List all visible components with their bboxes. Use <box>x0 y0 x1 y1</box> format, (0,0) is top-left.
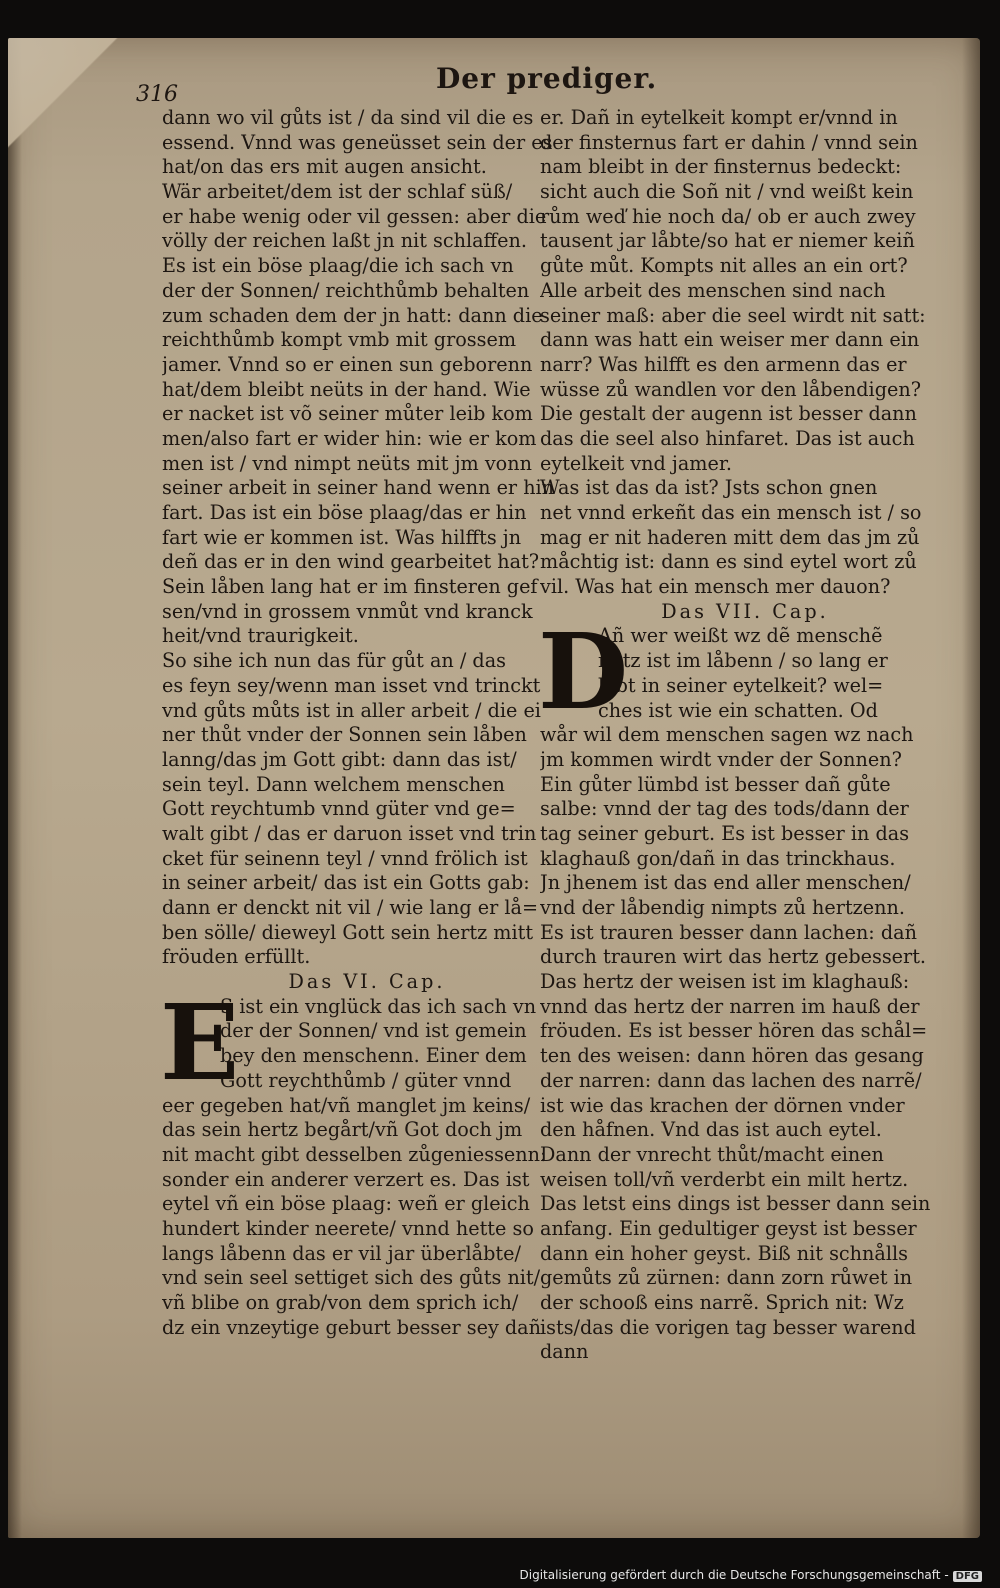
text-line: bey den menschenn. Einer dem <box>220 1044 527 1068</box>
text-line: gemůts zů zürnen: dann zorn růwet in <box>540 1266 913 1290</box>
text-line: seiner maß: aber die seel wirdt nit satt: <box>540 303 926 327</box>
text-line: sonder ein anderer verzert es. Das ist <box>162 1167 530 1191</box>
text-line: ben sölle/ dieweyl Gott sein hertz mitt <box>162 920 534 944</box>
text-line: vñ blibe on grab/von dem sprich ich/ <box>162 1291 519 1314</box>
text-line: eer gegeben hat/vñ manglet jm keins/ <box>162 1093 531 1117</box>
text-line: rům weď hie noch da/ ob er auch zwey <box>540 204 916 228</box>
text-line: walt gibt / das er daruon isset vnd trin <box>162 821 537 845</box>
text-line: Alle arbeit des menschen sind nach <box>540 278 886 302</box>
text-line: sicht auch die Soñ nit / vnd weißt kein <box>540 180 914 204</box>
text-line: vnd der låbendig nimpts zů hertzenn. <box>540 896 905 919</box>
text-line: tag seiner geburt. Es ist besser in das <box>540 821 910 845</box>
text-line: Gott reychthůmb / güter vnnd <box>220 1068 512 1092</box>
text-line: das die seel also hinfaret. Das ist auch <box>540 426 915 450</box>
text-line: dann ein hoher geyst. Biß nit schnålls <box>540 1241 908 1265</box>
text-line: völly der reichen laßt jn nit schlaffen. <box>162 229 527 253</box>
text-line: den håfnen. Vnd das ist auch eytel. <box>540 1118 882 1142</box>
text-line: der schooß eins narrẽ. Sprich nit: Wz <box>540 1291 904 1314</box>
text-line: vil. Was hat ein mensch mer dauon? <box>540 575 891 599</box>
text-line: tausent jar låbte/so hat er niemer keiñ <box>540 229 915 253</box>
text-line: ist wie das krachen der dörnen vnder <box>540 1093 905 1117</box>
text-line: dann was hatt ein weiser mer dann ein <box>540 328 920 352</box>
text-line: durch trauren wirt das hertz gebessert. <box>540 945 926 969</box>
text-line: vnnd das hertz der narren im hauß der <box>540 994 920 1018</box>
text-line: anfang. Ein gedultiger geyst ist besser <box>540 1216 917 1240</box>
right-text-block-a <box>540 106 950 600</box>
text-line: måchtig ist: dann es sind eytel wort zů <box>540 550 917 574</box>
text-line: dann er denckt nit vil / wie lang er lå= <box>162 896 539 919</box>
text-line: Das letst eins dings ist besser dann sein <box>540 1192 931 1216</box>
text-line: hundert kinder neerete/ vnnd hette so <box>162 1216 534 1240</box>
text-line: Jn jhenem ist das end aller menschen/ <box>540 871 911 895</box>
text-line: der narren: dann das lachen des narrẽ/ <box>540 1068 922 1092</box>
text-line: eytel vñ ein böse plaag: weñ er gleich <box>162 1192 530 1216</box>
text-line: hat/dem bleibt neüts in der hand. Wie <box>162 377 531 401</box>
text-line: hat/on das ers mit augen ansicht. <box>162 155 487 179</box>
text-line: seiner arbeit in seiner hand wenn er hin <box>162 476 555 500</box>
text-line: vnd gůts můts ist in aller arbeit / die ei <box>162 698 541 722</box>
right-text-block-b <box>540 723 950 1365</box>
text-line: jm kommen wirdt vnder der Sonnen? <box>540 747 902 771</box>
chapter-heading-vii: Das VII. Cap. <box>661 599 829 623</box>
left-text-block-b <box>162 1094 572 1341</box>
text-line: Die gestalt der augenn ist besser dann <box>540 402 917 426</box>
text-line: Gott reychtumb vnnd güter vnd ge= <box>162 797 516 821</box>
text-line: wår wil dem menschen sagen wz nach <box>540 723 914 747</box>
text-line: deñ das er in den wind gearbeitet hat? <box>162 550 540 574</box>
chapter-heading-vi: Das VI. Cap. <box>288 970 446 994</box>
running-head: Der prediger. <box>436 62 658 95</box>
text-line: klaghauß gon/dañ in das trinckhaus. <box>540 846 896 870</box>
dfg-logo-icon: DFG <box>953 1571 982 1582</box>
text-line: men ist / vnd nimpt neüts mit jm vonn <box>162 451 532 475</box>
text-line: er habe wenig oder vil gessen: aber die <box>162 204 547 228</box>
text-line: nütz ist im låbenn / so lang er <box>598 649 888 673</box>
drop-cap-e: E <box>160 980 240 1104</box>
credit-text: Digitalisierung gefördert durch die Deutsche Forschungsgemeinschaft - <box>519 1568 949 1582</box>
text-line: vnd sein seel settiget sich des gůts nit/ <box>162 1266 541 1290</box>
text-line: cket für seinenn teyl / vnnd frölich ist <box>162 846 528 870</box>
text-line: ches ist wie ein schatten. Od <box>598 698 878 722</box>
text-line: er nacket ist võ seiner můter leib kom <box>162 402 533 426</box>
text-line: Añ wer weißt wz dẽ menschẽ <box>598 624 883 648</box>
text-line: ten des weisen: dann hören das gesang <box>540 1044 924 1068</box>
text-line: Was ist das da ist? Jsts schon gnen <box>540 476 878 500</box>
text-line: ists/das die vorigen tag besser warend <box>540 1315 916 1339</box>
text-line: mag er nit haderen mitt dem das jm zů <box>540 525 920 549</box>
page-edge-shadow <box>962 38 980 1538</box>
text-line: fröuden erfüllt. <box>162 945 311 969</box>
left-text-block-a <box>162 106 572 970</box>
text-line: ner thůt vnder der Sonnen sein låben <box>162 723 527 747</box>
text-line: net vnnd erkeñt das ein mensch ist / so <box>540 501 922 524</box>
text-line: Es ist ein böse plaag/die ich sach vn <box>162 254 514 278</box>
page-gutter-shadow <box>8 38 22 1538</box>
text-line: fart. Das ist ein böse plaag/das er hin <box>162 501 527 524</box>
page-number: 316 <box>136 82 178 107</box>
text-line: dann wo vil gůts ist / da sind vil die es <box>162 106 534 129</box>
text-line: das sein hertz begårt/vñ Got doch jm <box>162 1118 523 1142</box>
text-line: dann <box>540 1340 589 1364</box>
text-line: So sihe ich nun das für gůt an / das <box>162 649 506 673</box>
text-line: es feyn sey/wenn man isset vnd trinckt <box>162 673 541 697</box>
text-line: der der Sonnen/ vnd ist gemein <box>220 1019 527 1043</box>
text-line: jamer. Vnnd so er einen sun geborenn <box>162 352 533 376</box>
text-line: sen/vnd in grossem vnmůt vnd kranck <box>162 599 533 623</box>
digitization-credit <box>520 1568 983 1582</box>
text-line: gůte můt. Kompts nit alles an ein ort? <box>540 254 908 278</box>
right-column <box>540 106 950 1365</box>
text-line: langs låbenn das er vil jar überlåbte/ <box>162 1241 521 1265</box>
text-line: fröuden. Es ist besser hören das schål= <box>540 1019 928 1043</box>
text-line: der finsternus fart er dahin / vnnd sein <box>540 130 918 154</box>
text-line: fart wie er kommen ist. Was hilffts jn <box>162 525 522 549</box>
text-line: lanng/das jm Gott gibt: dann das ist/ <box>162 747 517 771</box>
text-line: nam bleibt in der finsternus bedeckt: <box>540 155 902 179</box>
text-line: narr? Was hilfft es den armenn das er <box>540 352 907 376</box>
text-line: eytelkeit vnd jamer. <box>540 451 733 475</box>
text-line: men/also fart er wider hin: wie er kom <box>162 426 537 450</box>
text-line: in seiner arbeit/ das ist ein Gotts gab: <box>162 871 530 895</box>
text-line: heit/vnd traurigkeit. <box>162 624 359 648</box>
text-line: er. Dañ in eytelkeit kompt er/vnnd in <box>540 106 898 129</box>
text-line: reichthůmb kompt vmb mit grossem <box>162 328 517 352</box>
text-line: Dann der vnrecht thůt/macht einen <box>540 1142 884 1166</box>
folded-corner <box>8 38 128 158</box>
text-line: Es ist trauren besser dann lachen: dañ <box>540 920 917 944</box>
text-line: dz ein vnzeytige geburt besser sey dañ <box>162 1315 541 1339</box>
text-line: der der Sonnen/ reichthůmb behalten <box>162 278 530 302</box>
text-line: wüsse zů wandlen vor den låbendigen? <box>540 377 921 401</box>
left-column <box>162 106 572 1340</box>
text-line: låbt in seiner eytelkeit? wel= <box>598 673 884 697</box>
text-line: salbe: vnnd der tag des tods/dann der <box>540 797 909 821</box>
text-line: Sein låben lang hat er im finsteren gef <box>162 575 538 599</box>
text-line: weisen toll/vñ verderbt ein milt hertz. <box>540 1167 909 1191</box>
text-line: nit macht gibt desselben zůgeniessenn: <box>162 1142 547 1166</box>
text-line: Wär arbeitet/dem ist der schlaf süß/ <box>162 180 513 204</box>
text-line: zum schaden dem der jn hatt: dann die <box>162 303 543 327</box>
drop-cap-d: D <box>538 610 629 734</box>
text-line: Das hertz der weisen ist im klaghauß: <box>540 970 910 994</box>
text-line: sein teyl. Dann welchem menschen <box>162 772 505 796</box>
text-line: Ein gůter lümbd ist besser dañ gůte <box>540 772 891 796</box>
text-line: essend. Vnnd was geneüsset sein der es <box>162 130 553 154</box>
text-line: S ist ein vnglück das ich sach vn <box>220 994 537 1018</box>
